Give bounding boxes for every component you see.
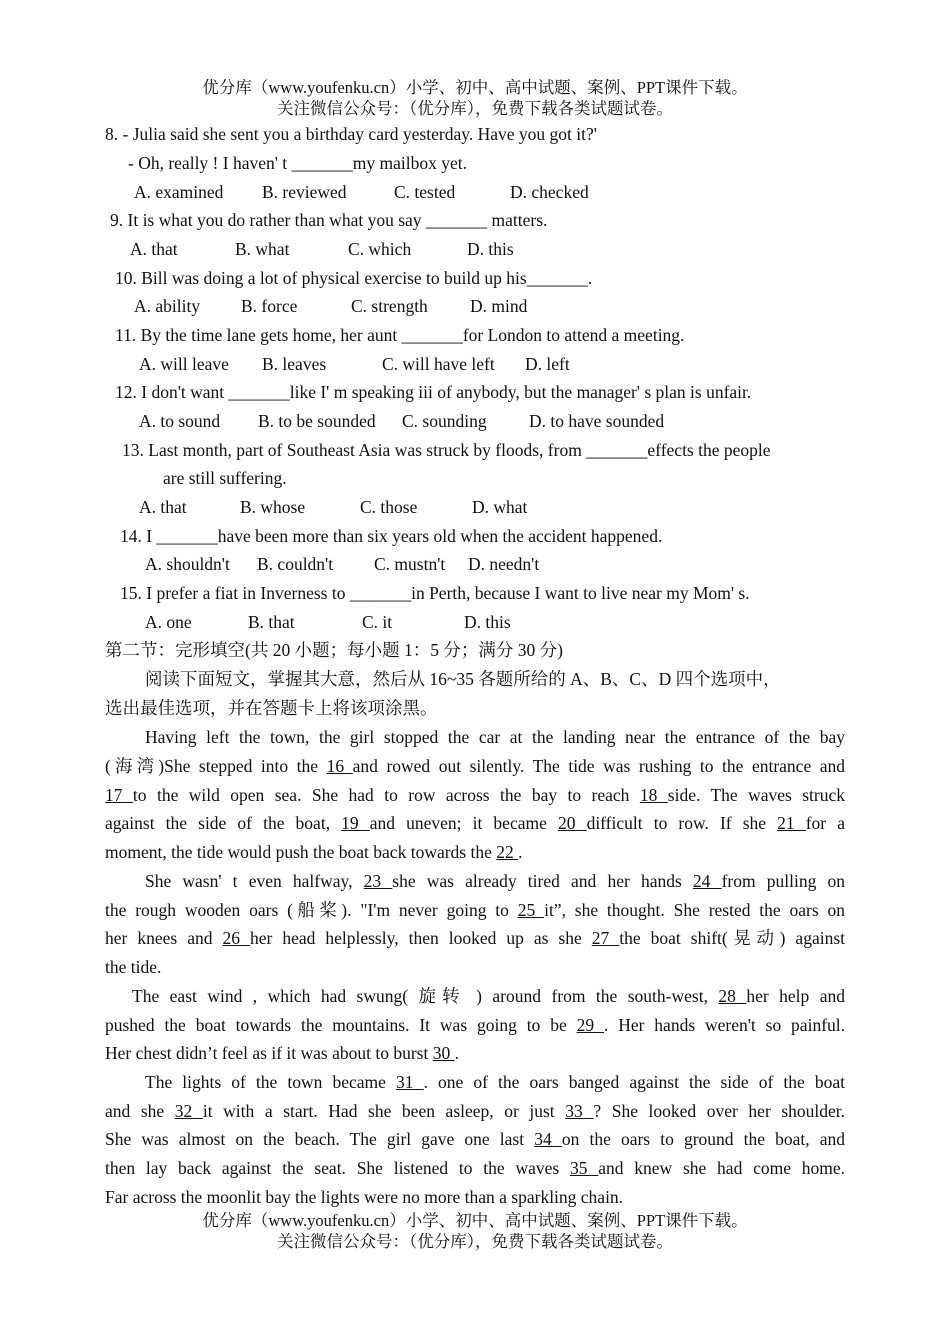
passage-p1-line1: Having left the town, the girl stopped the car at the landing near the entrance of the bay <box>145 727 845 747</box>
question-13-stem: 13. Last month, part of Southeast Asia was struck by floods, from _______effects the people <box>122 440 771 460</box>
passage-p2-line3: her knees and 26 her head helplessly, then looked up as she 27 the boat shift(晃动) against <box>105 928 846 948</box>
question-14-option-b: B. couldn't <box>257 554 334 574</box>
blank-30: 30 <box>432 1043 455 1063</box>
passage-p1-line4: against the side of the boat, 19 and uneven; it became 20 difficult to row. If she 21 for a <box>105 813 845 833</box>
question-10-option-d: D. mind <box>470 296 528 316</box>
question-11-option-d: D. left <box>525 354 570 374</box>
question-12-option-b: B. to be sounded <box>258 411 376 431</box>
question-13-option-a: A. that <box>139 497 187 517</box>
blank-32: 32 <box>174 1101 203 1121</box>
blank-18: 18 <box>639 785 668 805</box>
question-11-option-a: A. will leave <box>139 354 229 374</box>
question-9-stem: 9. It is what you do rather than what you say _______ matters. <box>110 210 548 230</box>
question-12-option-d: D. to have sounded <box>529 411 665 431</box>
page-footer-line1: 优分库（www.youfenku.cn）小学、初中、高中试题、案例、PPT课件下载。 <box>202 1211 748 1230</box>
blank-34: 34 <box>534 1129 562 1149</box>
blank-33: 33 <box>565 1101 594 1121</box>
question-13-stem-2: are still suffering. <box>163 468 287 488</box>
question-9-option-b: B. what <box>235 239 290 259</box>
question-12-stem: 12. I don't want _______like I' m speaking iii of anybody, but the manager' s plan is unfair. <box>115 382 752 402</box>
blank-21: 21 <box>777 813 806 833</box>
question-10-option-b: B. force <box>241 296 298 316</box>
page-header-line1: 优分库（www.youfenku.cn）小学、初中、高中试题、案例、PPT课件下载。 <box>202 78 748 97</box>
question-8-option-d: D. checked <box>510 182 589 202</box>
blank-35: 35 <box>569 1158 599 1178</box>
passage-p4-line5: Far across the moonlit bay the lights were no more than a sparkling chain. <box>105 1187 624 1207</box>
question-13-option-d: D. what <box>472 497 528 517</box>
blank-16: 16 <box>326 756 353 776</box>
passage-p2-line2: the rough wooden oars (船桨). "I'm never going to 25 it”, she thought. She rested the oars on <box>105 900 846 920</box>
blank-24: 24 <box>692 871 722 891</box>
question-10-option-a: A. ability <box>134 296 201 316</box>
question-14-stem: 14. I _______have been more than six years old when the accident happened. <box>120 526 663 546</box>
question-11-option-b: B. leaves <box>262 354 327 374</box>
question-11-option-c: C. will have left <box>382 354 495 374</box>
page-footer-line2: 关注微信公众号：（优分库），免费下载各类试题试卷。 <box>277 1232 673 1251</box>
blank-29: 29 <box>576 1015 604 1035</box>
blank-23: 23 <box>363 871 393 891</box>
blank-25: 25 <box>517 900 545 920</box>
question-8-option-a: A. examined <box>134 182 224 202</box>
section-2-instruction-1: 阅读下面短文，掌握其大意，然后从 16~35 各题所给的 A、B、C、D 四个选项中， <box>145 669 781 689</box>
blank-22: 22 <box>496 842 519 862</box>
question-8-stem-2: - Oh, really ! I haven' t _______my mailbox yet. <box>128 153 467 173</box>
blank-20: 20 <box>557 813 587 833</box>
passage-p3-line2: pushed the boat towards the mountains. It was going to be 29 . Her hands weren't so painful. <box>105 1015 846 1035</box>
question-15-stem: 15. I prefer a fiat in Inverness to _______in Perth, because I want to live near my Mom' s. <box>120 583 750 603</box>
passage-p2-line4: the tide. <box>105 957 162 977</box>
question-8-option-c: C. tested <box>394 182 456 202</box>
question-9-option-a: A. that <box>130 239 178 259</box>
question-13-option-b: B. whose <box>240 497 306 517</box>
question-15-option-b: B. that <box>248 612 295 632</box>
blank-17: 17 <box>105 785 133 805</box>
passage-p4-line1: The lights of the town became 31 . one of the oars banged against the side of the boat <box>145 1072 846 1092</box>
blank-26: 26 <box>222 928 250 948</box>
question-15-option-d: D. this <box>464 612 511 632</box>
question-14-option-a: A. shouldn't <box>145 554 230 574</box>
blank-28: 28 <box>718 986 747 1006</box>
question-15-option-a: A. one <box>145 612 192 632</box>
blank-19: 19 <box>341 813 370 833</box>
page-header-line2: 关注微信公众号：（优分库），免费下载各类试题试卷。 <box>277 99 673 118</box>
question-14-option-d: D. needn't <box>468 554 540 574</box>
question-13-option-c: C. those <box>360 497 418 517</box>
passage-p4-line2: and she 32 it with a start. Had she been asleep, or just 33 ? She looked over her shoulder. <box>105 1101 846 1121</box>
blank-27: 27 <box>591 928 620 948</box>
section-2-instruction-2: 选出最佳选项，并在答题卡上将该项涂黑。 <box>105 698 438 718</box>
question-12-option-a: A. to sound <box>139 411 221 431</box>
question-15-option-c: C. it <box>362 612 393 632</box>
question-10-option-c: C. strength <box>351 296 428 316</box>
passage-p3-line3: Her chest didn’t feel as if it was about to burst 30 . <box>105 1043 459 1063</box>
blank-31: 31 <box>396 1072 424 1092</box>
question-14-option-c: C. mustn't <box>374 554 446 574</box>
question-10-stem: 10. Bill was doing a lot of physical exercise to build up his_______. <box>115 268 593 288</box>
passage-p3-line1: The east wind , which had swung( 旋转 ) around from the south-west, 28 her help and <box>132 986 846 1006</box>
question-9-option-d: D. this <box>467 239 514 259</box>
question-9-option-c: C. which <box>348 239 412 259</box>
passage-p1-line5: moment, the tide would push the boat back towards the 22 . <box>105 842 523 862</box>
passage-p4-line3: She was almost on the beach. The girl gave one last 34 on the oars to ground the boat, and <box>105 1129 846 1149</box>
section-2-title: 第二节：完形填空(共 20 小题；每小题 1：5 分；满分 30 分) <box>105 640 563 660</box>
passage-p4-line4: then lay back against the seat. She listened to the waves 35 and knew she had come home. <box>105 1158 846 1178</box>
question-8-stem: 8. - Julia said she sent you a birthday card yesterday. Have you got it?' <box>105 124 597 144</box>
passage-p1-line3: 17 to the wild open sea. She had to row across the bay to reach 18 side. The waves struck <box>105 785 845 805</box>
passage-p2-line1: She wasn' t even halfway, 23 she was already tired and her hands 24 from pulling on <box>145 871 845 891</box>
question-12-option-c: C. sounding <box>402 411 487 431</box>
question-8-option-b: B. reviewed <box>262 182 347 202</box>
question-11-stem: 11. By the time lane gets home, her aunt _______for London to attend a meeting. <box>115 325 685 345</box>
passage-p1-line2: (海湾)She stepped into the 16 and rowed out silently. The tide was rushing to the entrance and <box>105 756 846 776</box>
